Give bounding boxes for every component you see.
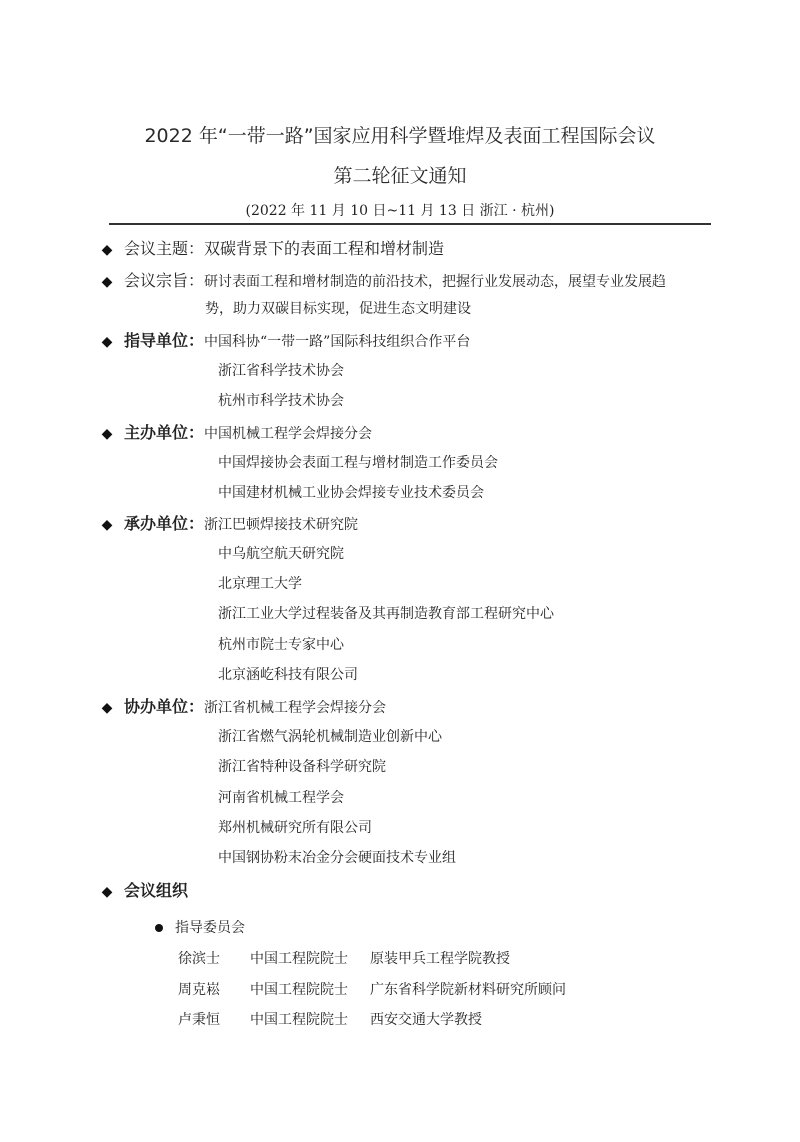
co-organizer-item: 郑州机械研究所有限公司: [218, 820, 372, 836]
organizer-item: 北京涵屹科技有限公司: [218, 667, 358, 683]
purpose-label: 会议宗旨：: [124, 271, 205, 290]
member-post: 原装甲兵工程学院教授: [370, 951, 510, 967]
member-name: 卢秉恒: [178, 1012, 220, 1028]
host-item: 中国建材机械工业协会焊接专业技术委员会: [218, 485, 484, 501]
round-bullet-icon: [155, 924, 163, 932]
diamond-bullet-icon: ◆: [101, 274, 113, 290]
guidance-label: 指导单位：: [124, 331, 205, 350]
section-organizer: [100, 511, 358, 534]
diamond-bullet-icon: ◆: [101, 334, 113, 350]
conference-title: 2022 年“一带一路”国家应用科学暨堆焊及表面工程国际会议: [144, 125, 656, 147]
guidance-item: 中国科协“一带一路”国际科技组织合作平台: [204, 334, 471, 350]
section-host: [100, 420, 372, 443]
committee-title: 指导委员会: [175, 920, 245, 936]
co-organizer-item: 浙江省机械工程学会焊接分会: [204, 700, 387, 716]
theme-value: 双碳背景下的表面工程和增材制造: [204, 239, 445, 258]
organizer-item: 中乌航空航天研究院: [218, 546, 344, 562]
diamond-bullet-icon: ◆: [101, 884, 113, 900]
co-organizer-item: 中国钢协粉末冶金分会硬面技术专业组: [218, 850, 456, 866]
co-organizer-item: 浙江省特种设备科学研究院: [218, 759, 386, 775]
diamond-bullet-icon: ◆: [101, 426, 113, 442]
member-post: 西安交通大学教授: [370, 1012, 482, 1028]
guidance-item: 杭州市科学技术协会: [218, 393, 344, 409]
guidance-item: 浙江省科学技术协会: [218, 363, 344, 379]
organizer-label: 承办单位：: [124, 514, 205, 533]
member-title: 中国工程院院士: [250, 982, 348, 998]
diamond-bullet-icon: ◆: [101, 242, 113, 258]
section-theme: [100, 236, 444, 259]
member-name: 徐滨士: [178, 951, 220, 967]
section-co-organizer: [100, 694, 386, 717]
notice-title: 第二轮征文通知: [333, 165, 467, 187]
diamond-bullet-icon: ◆: [101, 517, 113, 533]
diamond-bullet-icon: ◆: [101, 700, 113, 716]
host-item: 中国焊接协会表面工程与增材制造工作委员会: [218, 455, 498, 471]
committee-heading: [155, 917, 245, 937]
purpose-line-2: 势，助力双碳目标实现，促进生态文明建设: [205, 301, 471, 317]
organizer-item: 浙江巴顿焊接技术研究院: [204, 517, 359, 533]
member-title: 中国工程院院士: [250, 951, 348, 967]
member-post: 广东省科学院新材料研究所顾问: [370, 982, 566, 998]
co-organizer-item: 浙江省燃气涡轮机械制造业创新中心: [218, 729, 442, 745]
purpose-line-1: 研讨表面工程和增材制造的前沿技术，把握行业发展动态，展望专业发展趋: [204, 274, 667, 290]
co-organizer-item: 河南省机械工程学会: [218, 790, 344, 806]
title-divider: [109, 223, 711, 225]
host-item: 中国机械工程学会焊接分会: [204, 426, 373, 442]
member-name: 周克崧: [178, 982, 220, 998]
co-organizer-label: 协办单位：: [124, 697, 205, 716]
organizer-item: 杭州市院士专家中心: [218, 637, 344, 653]
conference-date-location: (2022 年 11 月 10 日~11 月 13 日 浙江 · 杭州): [245, 203, 555, 219]
organizer-item: 北京理工大学: [218, 576, 302, 592]
organizer-item: 浙江工业大学过程装备及其再制造教育部工程研究中心: [218, 606, 554, 622]
host-label: 主办单位：: [124, 423, 205, 442]
section-organization: [100, 878, 188, 901]
member-title: 中国工程院院士: [250, 1012, 348, 1028]
section-purpose: [100, 268, 666, 291]
organization-label: 会议组织: [124, 881, 189, 900]
theme-label: 会议主题：: [124, 239, 205, 258]
section-guidance: [100, 328, 470, 351]
